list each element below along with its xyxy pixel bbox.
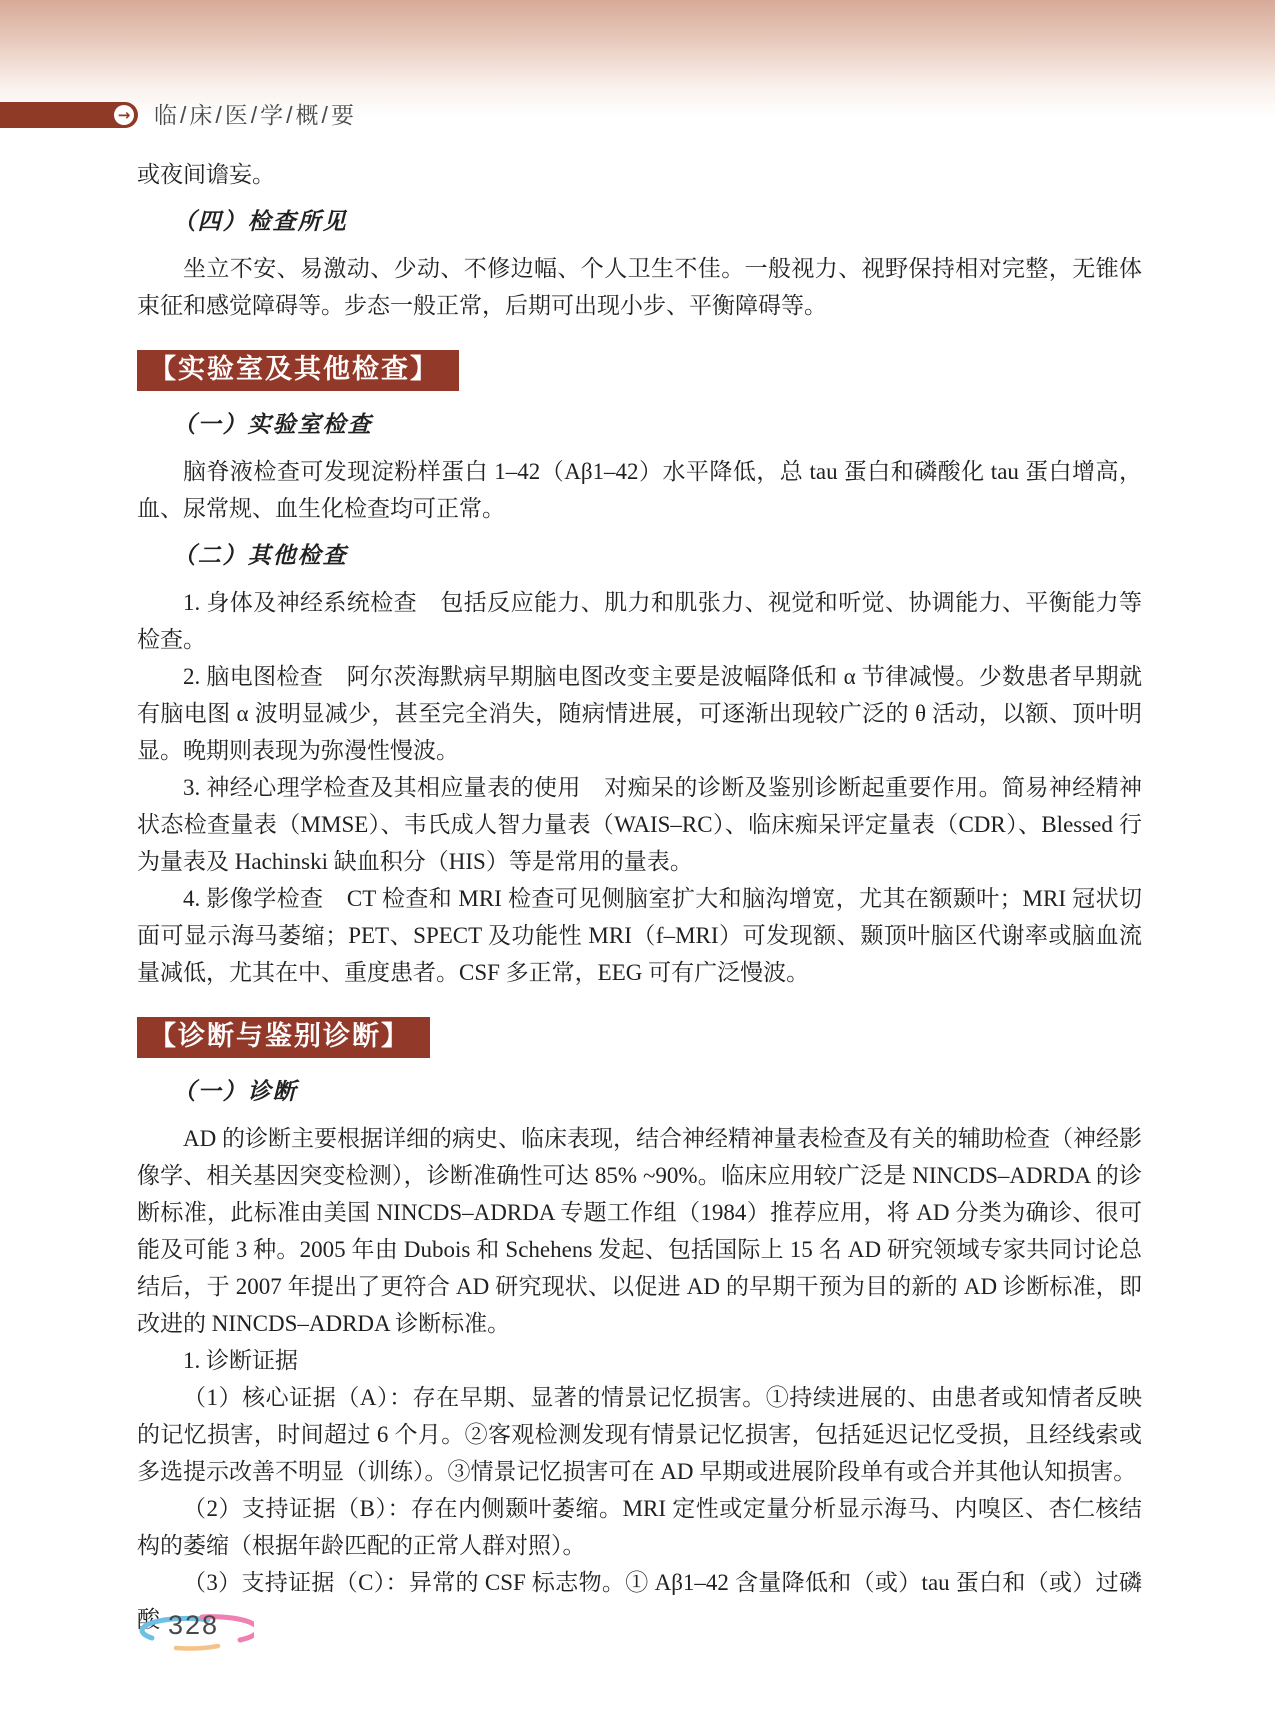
paragraph: 2. 脑电图检查 阿尔茨海默病早期脑电图改变主要是波幅降低和 α 节律减慢。少数患者早期就有脑电图 α 波明显减少，甚至完全消失，随病情进展，可逐渐出现较广泛的 θ 活动，以额、顶叶明显。晚期则表现为弥漫性慢波。 xyxy=(137,664,1142,763)
subsection-heading: （一）实验室检查 xyxy=(172,411,373,438)
page-top-gradient xyxy=(0,0,1275,118)
paragraph: 坐立不安、易激动、少动、不修边幅、个人卫生不佳。一般视力、视野保持相对完整，无锥体束征和感觉障碍等。步态一般正常，后期可出现小步、平衡障碍等。 xyxy=(137,256,1142,318)
paragraph: 脑脊液检查可发现淀粉样蛋白 1–42（Aβ1–42）水平降低，总 tau 蛋白和磷酸化 tau 蛋白增高，血、尿常规、血生化检查均可正常。 xyxy=(137,459,1142,521)
paragraph: （2）支持证据（B）：存在内侧颞叶萎缩。MRI 定性或定量分析显示海马、内嗅区、杏仁核结构的萎缩（根据年龄匹配的正常人群对照）。 xyxy=(137,1496,1142,1558)
paragraph: 4. 影像学检查 CT 检查和 MRI 检查可见侧脑室扩大和脑沟增宽，尤其在额颞叶；MRI 冠状切面可显示海马萎缩；PET、SPECT 及功能性 MRI（f–MRI）可发现额、颞顶叶脑区代谢率或脑血流量减低，尤其在中、重度患者。CSF 多正常，EEG 可有广泛慢波。 xyxy=(137,886,1142,985)
paragraph: 3. 神经心理学检查及其相应量表的使用 对痴呆的诊断及鉴别诊断起重要作用。简易神经精神状态检查量表（MMSE）、韦氏成人智力量表（WAIS–RC）、临床痴呆评定量表（CDR）、Blessed 行为量表及 Hachinski 缺血积分（HIS）等是常用的量表。 xyxy=(137,775,1142,874)
header-bar xyxy=(0,102,138,128)
subsection-heading: （四）检查所见 xyxy=(172,208,348,235)
paragraph: 1. 诊断证据 xyxy=(183,1348,298,1373)
section-heading: 【诊断与鉴别诊断】 xyxy=(137,1017,430,1058)
section-heading: 【实验室及其他检查】 xyxy=(137,350,459,391)
arrow-right-icon: → xyxy=(114,105,134,125)
subsection-heading: （二）其他检查 xyxy=(172,542,348,569)
paragraph-continuation: 或夜间谵妄。 xyxy=(137,162,275,187)
paragraph: AD 的诊断主要根据详细的病史、临床表现，结合神经精神量表检查及有关的辅助检查（神经影像学、相关基因突变检测），诊断准确性可达 85% ~90%。临床应用较广泛是 NINCDS–ADRDA 的诊断标准，此标准由美国 NINCDS–ADRDA 专题工作组（1984）推荐应用，将 AD 分类为确诊、很可能及可能 3 种。2005 年由 Dubois 和 Schehens 发起、包括国际上 15 名 AD 研究领域专家共同讨论总结后，于 2007 年提出了更符合 AD 研究现状、以促进 AD 的早期干预为目的新的 AD 诊断标准，即改进的 NINCDS–ADRDA 诊断标准。 xyxy=(137,1126,1142,1336)
page-footer xyxy=(138,1604,254,1660)
page-content xyxy=(137,156,1142,1638)
page-number: 328 xyxy=(168,1610,220,1640)
paragraph: （3）支持证据（C）：异常的 CSF 标志物。① Aβ1–42 含量降低和（或）tau 蛋白和（或）过磷酸 xyxy=(137,1570,1142,1632)
book-title: 临/床/医/学/概/要 xyxy=(154,102,357,128)
subsection-heading: （一）诊断 xyxy=(172,1078,298,1105)
paragraph: （1）核心证据（A）：存在早期、显著的情景记忆损害。①持续进展的、由患者或知情者反映的记忆损害，时间超过 6 个月。②客观检测发现有情景记忆损害，包括延迟记忆受损，且经线索或多选提示改善不明显（训练）。③情景记忆损害可在 AD 早期或进展阶段单有或合并其他认知损害。 xyxy=(137,1385,1142,1484)
paragraph: 1. 身体及神经系统检查 包括反应能力、肌力和肌张力、视觉和听觉、协调能力、平衡能力等检查。 xyxy=(137,590,1142,652)
